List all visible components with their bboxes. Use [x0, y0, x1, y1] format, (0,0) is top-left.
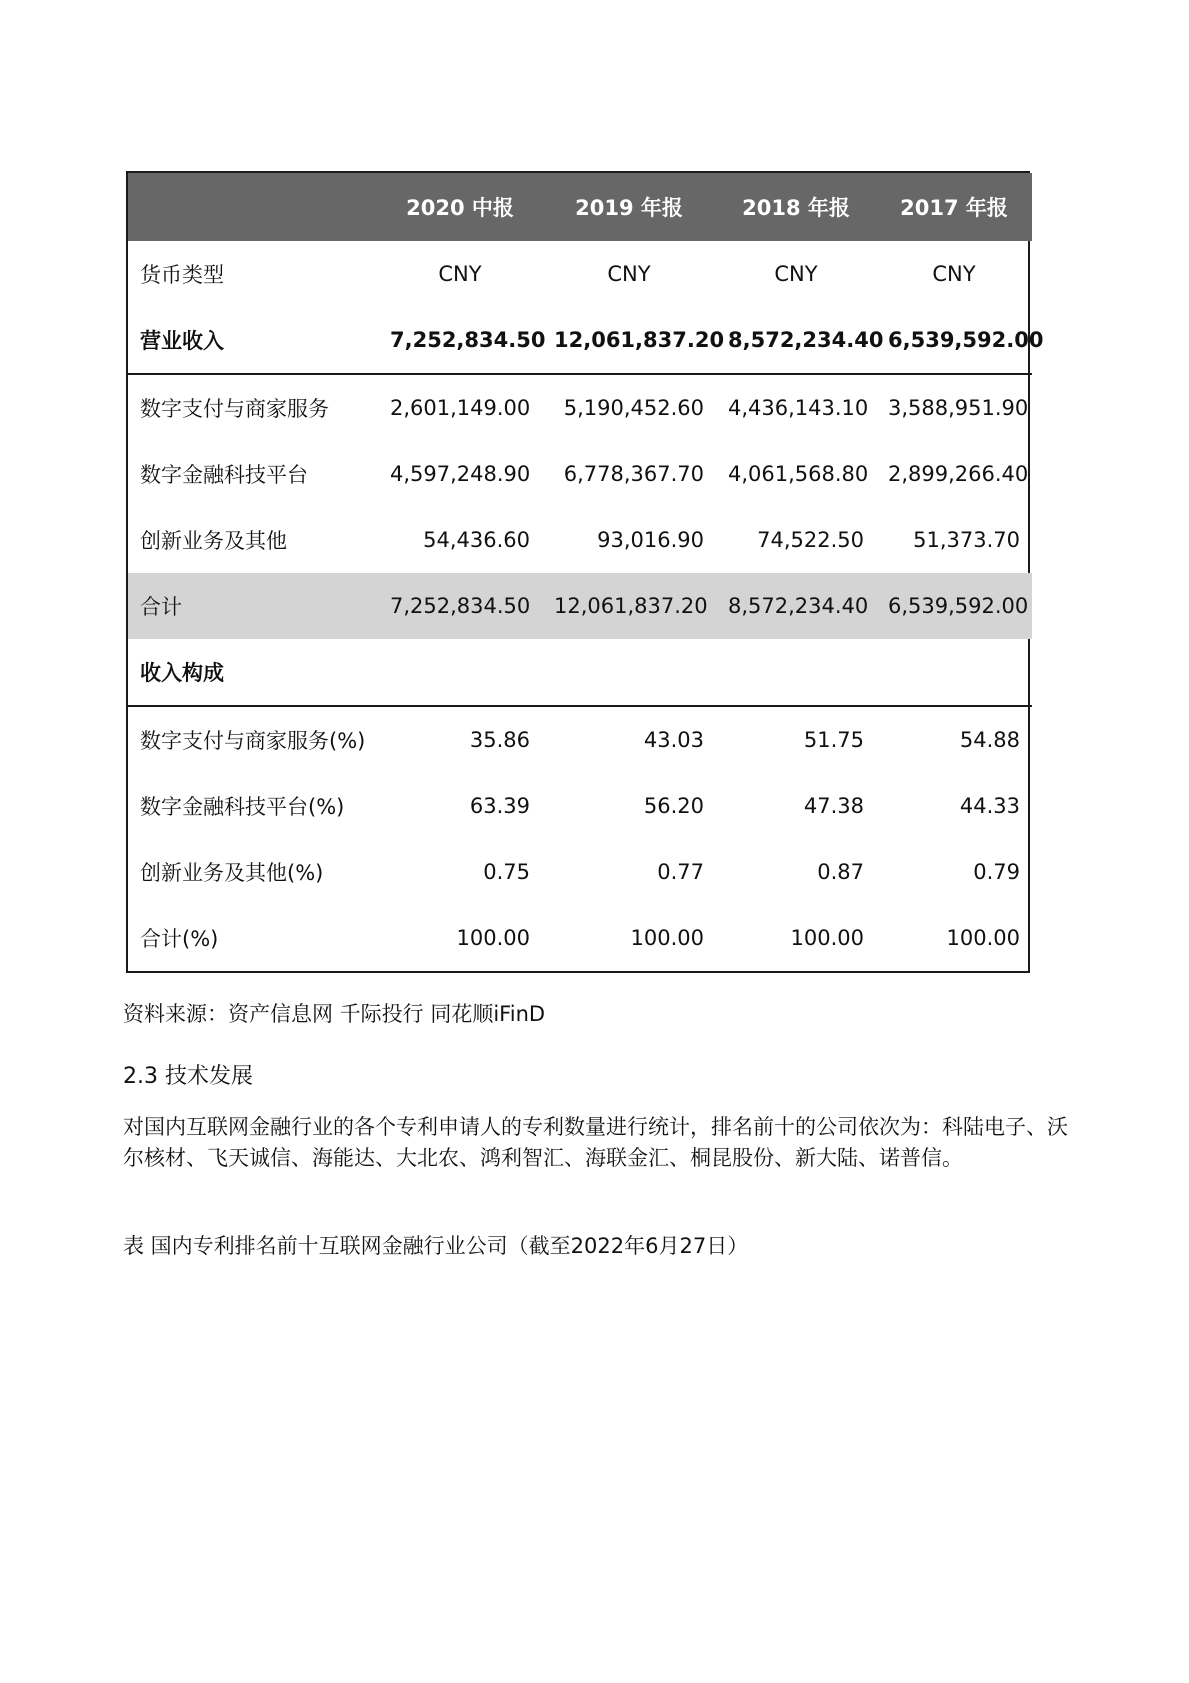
table-row: [128, 374, 1032, 441]
row-label: 数字支付与商家服务(%): [140, 729, 366, 753]
section-heading: 2.3 技术发展: [123, 1064, 253, 1089]
table-cell: 0.77: [657, 860, 704, 884]
table-row: [128, 839, 1032, 905]
row-label: 数字金融科技平台(%): [140, 795, 345, 819]
revenue-row: [128, 307, 1032, 374]
row-label: 营业收入: [128, 307, 378, 374]
table-cell: 47.38: [803, 794, 864, 818]
row-label: 创新业务及其他(%): [140, 861, 324, 885]
header-cell: 2017 年报: [876, 173, 1032, 241]
table-cell: CNY: [607, 262, 651, 286]
table-cell: 6,778,367.70: [563, 462, 704, 486]
table-caption: 表 国内专利排名前十互联网金融行业公司（截至2022年6月27日）: [123, 1234, 749, 1258]
table-cell: CNY: [438, 262, 482, 286]
table-cell: CNY: [932, 262, 976, 286]
table-cell: 3,588,951.90: [888, 396, 1029, 420]
table-cell: 7,252,834.50: [378, 307, 542, 374]
header-cell: 2018 年报: [716, 173, 876, 241]
row-label: 创新业务及其他: [140, 529, 287, 553]
table-cell: 51.75: [803, 728, 864, 752]
body-paragraph: 对国内互联网金融行业的各个专利申请人的专利数量进行统计，排名前十的公司依次为：科陆电子、沃尔核材、飞天诚信、海能达、大北农、鸿利智汇、海联金汇、桐昆股份、新大陆、诺普信。: [123, 1115, 1068, 1170]
table-cell: 8,572,234.40: [716, 307, 876, 374]
table-row: [128, 507, 1032, 573]
header-cell: 2019 年报: [542, 173, 716, 241]
row-label: 数字支付与商家服务: [140, 397, 329, 421]
row-label: 货币类型: [140, 263, 224, 287]
table-cell: 4,597,248.90: [390, 462, 531, 486]
table-cell: 63.39: [469, 794, 530, 818]
table-cell: 74,522.50: [757, 528, 864, 552]
header-cell: 2020 中报: [378, 173, 542, 241]
row-label: 数字金融科技平台: [140, 463, 308, 487]
table-row: [128, 773, 1032, 839]
table-cell: 4,061,568.80: [728, 462, 869, 486]
table-cell: 0.87: [817, 860, 864, 884]
revenue-table: [126, 171, 1044, 973]
table-row: [128, 441, 1032, 507]
table-cell: 43.03: [643, 728, 704, 752]
table-row: [128, 905, 1032, 971]
table-cell: 7,252,834.50: [378, 573, 542, 639]
table-cell: 100.00: [790, 926, 864, 950]
table-cell: 0.75: [483, 860, 530, 884]
currency-row: [128, 241, 1032, 307]
table-cell: 5,190,452.60: [563, 396, 704, 420]
table-row: [128, 706, 1032, 773]
table-cell: 100.00: [946, 926, 1020, 950]
table-cell: CNY: [774, 262, 818, 286]
table-cell: 12,061,837.20: [542, 573, 716, 639]
table-cell: 54,436.60: [423, 528, 530, 552]
table-cell: 12,061,837.20: [542, 307, 716, 374]
table-cell: 35.86: [469, 728, 530, 752]
table-cell: 8,572,234.40: [716, 573, 876, 639]
table-header-row: [128, 173, 1032, 241]
table-cell: 6,539,592.00: [876, 307, 1032, 374]
table-cell: 6,539,592.00: [876, 573, 1032, 639]
table-cell: 4,436,143.10: [728, 396, 869, 420]
table-cell: 44.33: [959, 794, 1020, 818]
row-label: 收入构成: [128, 639, 378, 706]
table-cell: 100.00: [630, 926, 704, 950]
row-label: 合计(%): [140, 927, 219, 951]
table-cell: 93,016.90: [597, 528, 704, 552]
table-cell: 56.20: [643, 794, 704, 818]
composition-header-row: [128, 639, 1032, 706]
table-cell: 51,373.70: [913, 528, 1020, 552]
row-label: 合计: [128, 573, 378, 639]
table-cell: 0.79: [973, 860, 1020, 884]
table-cell: 54.88: [959, 728, 1020, 752]
total-row: [128, 573, 1032, 639]
table-cell: 100.00: [456, 926, 530, 950]
header-cell: [128, 173, 378, 241]
source-note: 资料来源：资产信息网 千际投行 同花顺iFinD: [123, 1002, 546, 1026]
table-cell: 2,601,149.00: [390, 396, 531, 420]
table-cell: 2,899,266.40: [888, 462, 1029, 486]
